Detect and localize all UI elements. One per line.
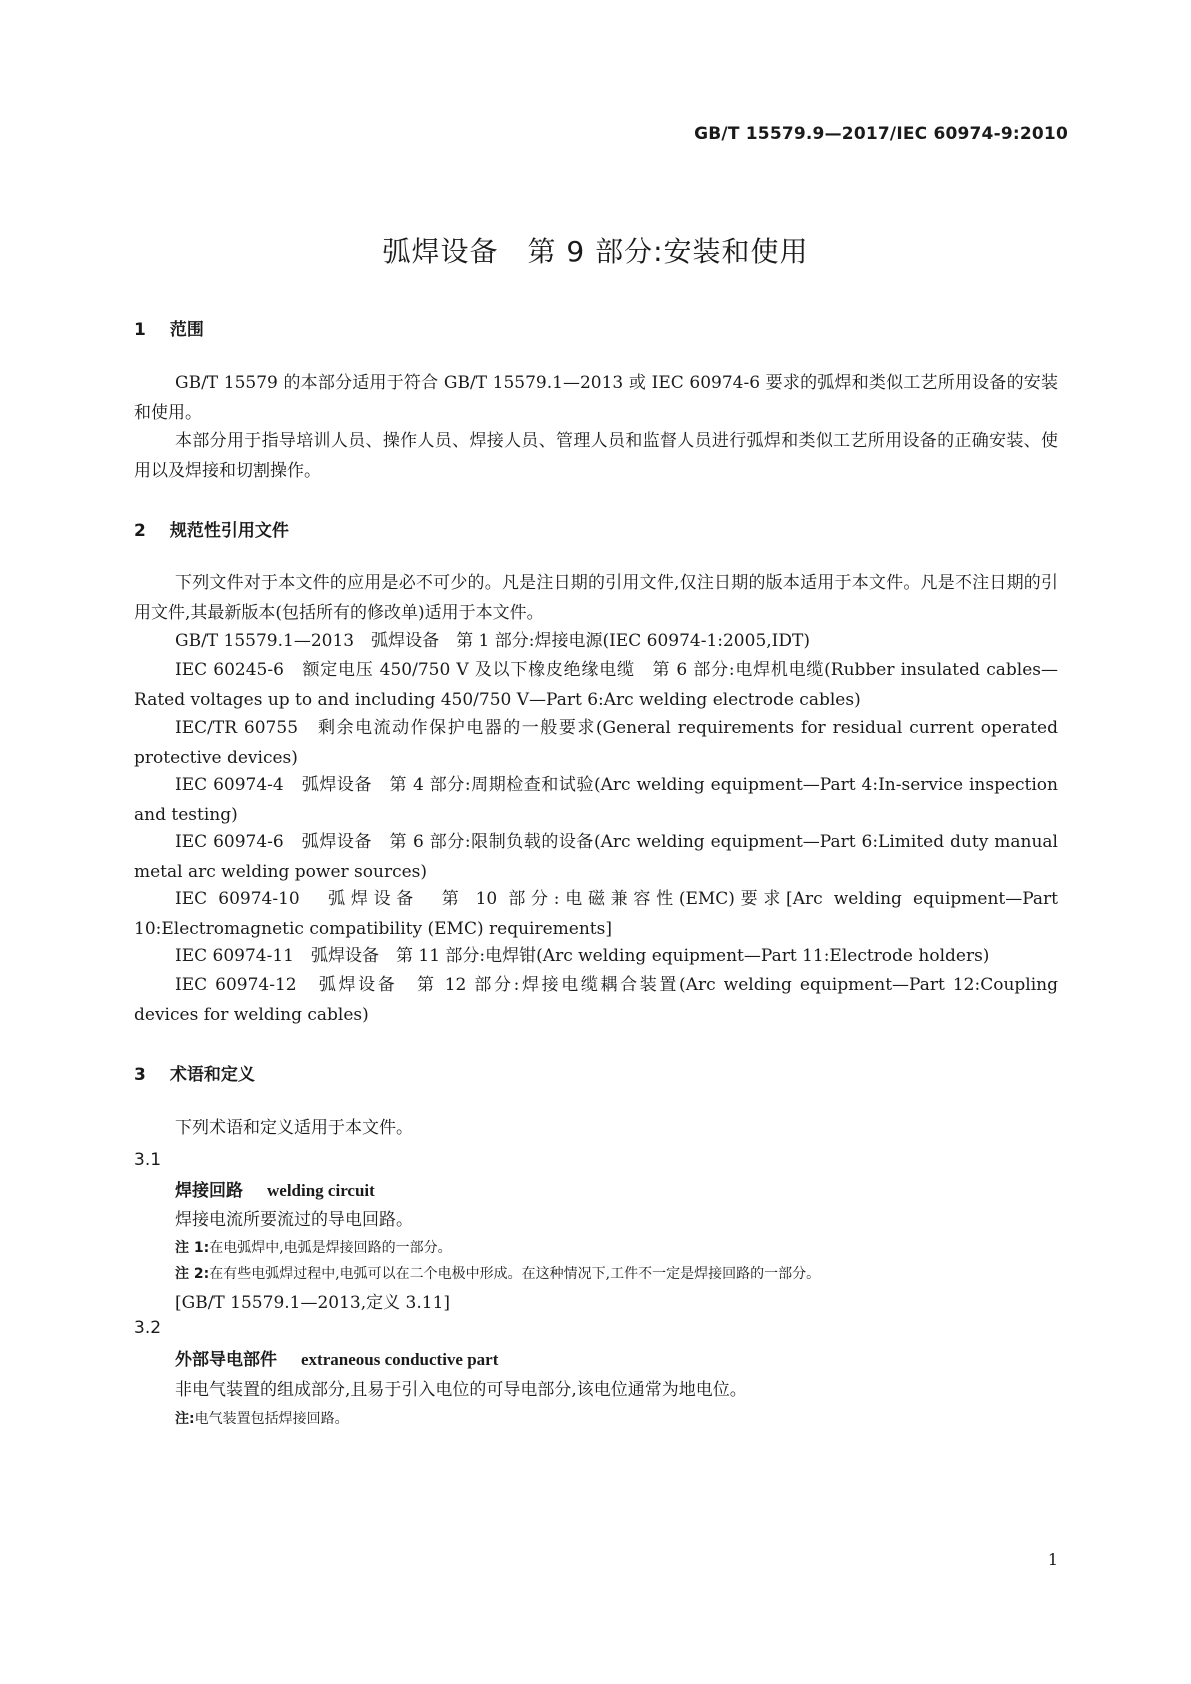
term-definition: 非电气装置的组成部分,且易于引入电位的可导电部分,该电位通常为地电位。 — [175, 1380, 747, 1400]
section-2-heading — [134, 516, 289, 541]
term-note — [175, 1237, 452, 1257]
term-number: 3.1 — [134, 1150, 162, 1170]
section-number: 2 — [134, 521, 146, 541]
reference-item: IEC/TR 60755 剩余电流动作保护电器的一般要求(General requirements for residual current operated protective devices) — [134, 718, 1058, 768]
term-heading — [175, 1176, 375, 1201]
document-title: 弧焊设备 第 9 部分:安装和使用 — [382, 235, 809, 268]
reference-item: IEC 60974-12 弧焊设备 第 12 部分:焊接电缆耦合装置(Arc welding equipment—Part 12:Coupling devices for welding cables) — [134, 975, 1058, 1025]
term-definition: 焊接电流所要流过的导电回路。 — [175, 1210, 413, 1230]
reference-item: GB/T 15579.1—2013 弧焊设备 第 1 部分:焊接电源(IEC 60974-1:2005,IDT) — [175, 631, 810, 651]
section-2-intro: 下列文件对于本文件的应用是必不可少的。凡是注日期的引用文件,仅注日期的版本适用于本文件。凡是不注日期的引用文件,其最新版本(包括所有的修改单)适用于本文件。 — [134, 573, 1058, 623]
section-1-paragraph: 本部分用于指导培训人员、操作人员、焊接人员、管理人员和监督人员进行弧焊和类似工艺所用设备的正确安装、使用以及焊接和切割操作。 — [134, 431, 1058, 481]
note-label: 注 2: — [175, 1266, 210, 1282]
term-heading — [175, 1345, 498, 1370]
standard-code: GB/T 15579.9—2017/IEC 60974-9:2010 — [694, 124, 1068, 144]
term-number: 3.2 — [134, 1318, 162, 1338]
reference-item: IEC 60974-10 弧焊设备 第 10 部分:电磁兼容性(EMC)要求[Arc welding equipment—Part 10:Electromagnetic compatibility (EMC) requirements] — [134, 889, 1058, 939]
reference-item: IEC 60245-6 额定电压 450/750 V 及以下橡皮绝缘电缆 第 6 部分:电焊机电缆(Rubber insulated cables—Rated voltages up to and including 450/750 V—Part 6:Arc welding electrode cables) — [134, 660, 1058, 710]
section-3-intro: 下列术语和定义适用于本文件。 — [175, 1118, 413, 1138]
section-number: 3 — [134, 1065, 146, 1085]
note-label: 注: — [175, 1411, 195, 1427]
term-chinese: 焊接回路 — [175, 1181, 243, 1201]
reference-item: IEC 60974-11 弧焊设备 第 11 部分:电焊钳(Arc welding equipment—Part 11:Electrode holders) — [175, 946, 990, 966]
reference-item: IEC 60974-4 弧焊设备 第 4 部分:周期检查和试验(Arc welding equipment—Part 4:In-service inspection and testing) — [134, 775, 1058, 825]
section-1-paragraph: GB/T 15579 的本部分适用于符合 GB/T 15579.1—2013 或 IEC 60974-6 要求的弧焊和类似工艺所用设备的安装和使用。 — [134, 373, 1058, 423]
section-number: 1 — [134, 320, 146, 340]
page-number: 1 — [1047, 1550, 1058, 1569]
term-source: [GB/T 15579.1—2013,定义 3.11] — [175, 1293, 451, 1313]
section-1-heading — [134, 315, 204, 340]
section-title: 范围 — [169, 320, 204, 340]
section-title: 术语和定义 — [169, 1065, 255, 1085]
note-text: 在有些电弧焊过程中,电弧可以在二个电极中形成。在这种情况下,工件不一定是焊接回路的一部分。 — [209, 1266, 821, 1282]
term-english: welding circuit — [267, 1181, 375, 1200]
section-3-heading — [134, 1060, 255, 1085]
term-chinese: 外部导电部件 — [175, 1350, 277, 1370]
reference-item: IEC 60974-6 弧焊设备 第 6 部分:限制负载的设备(Arc welding equipment—Part 6:Limited duty manual metal arc welding power sources) — [134, 832, 1058, 882]
note-text: 电气装置包括焊接回路。 — [194, 1411, 349, 1427]
term-english: extraneous conductive part — [301, 1350, 499, 1369]
note-text: 在电弧焊中,电弧是焊接回路的一部分。 — [209, 1240, 452, 1256]
section-title: 规范性引用文件 — [169, 521, 289, 541]
term-note — [175, 1263, 820, 1283]
term-note — [175, 1408, 349, 1428]
note-label: 注 1: — [175, 1240, 210, 1256]
